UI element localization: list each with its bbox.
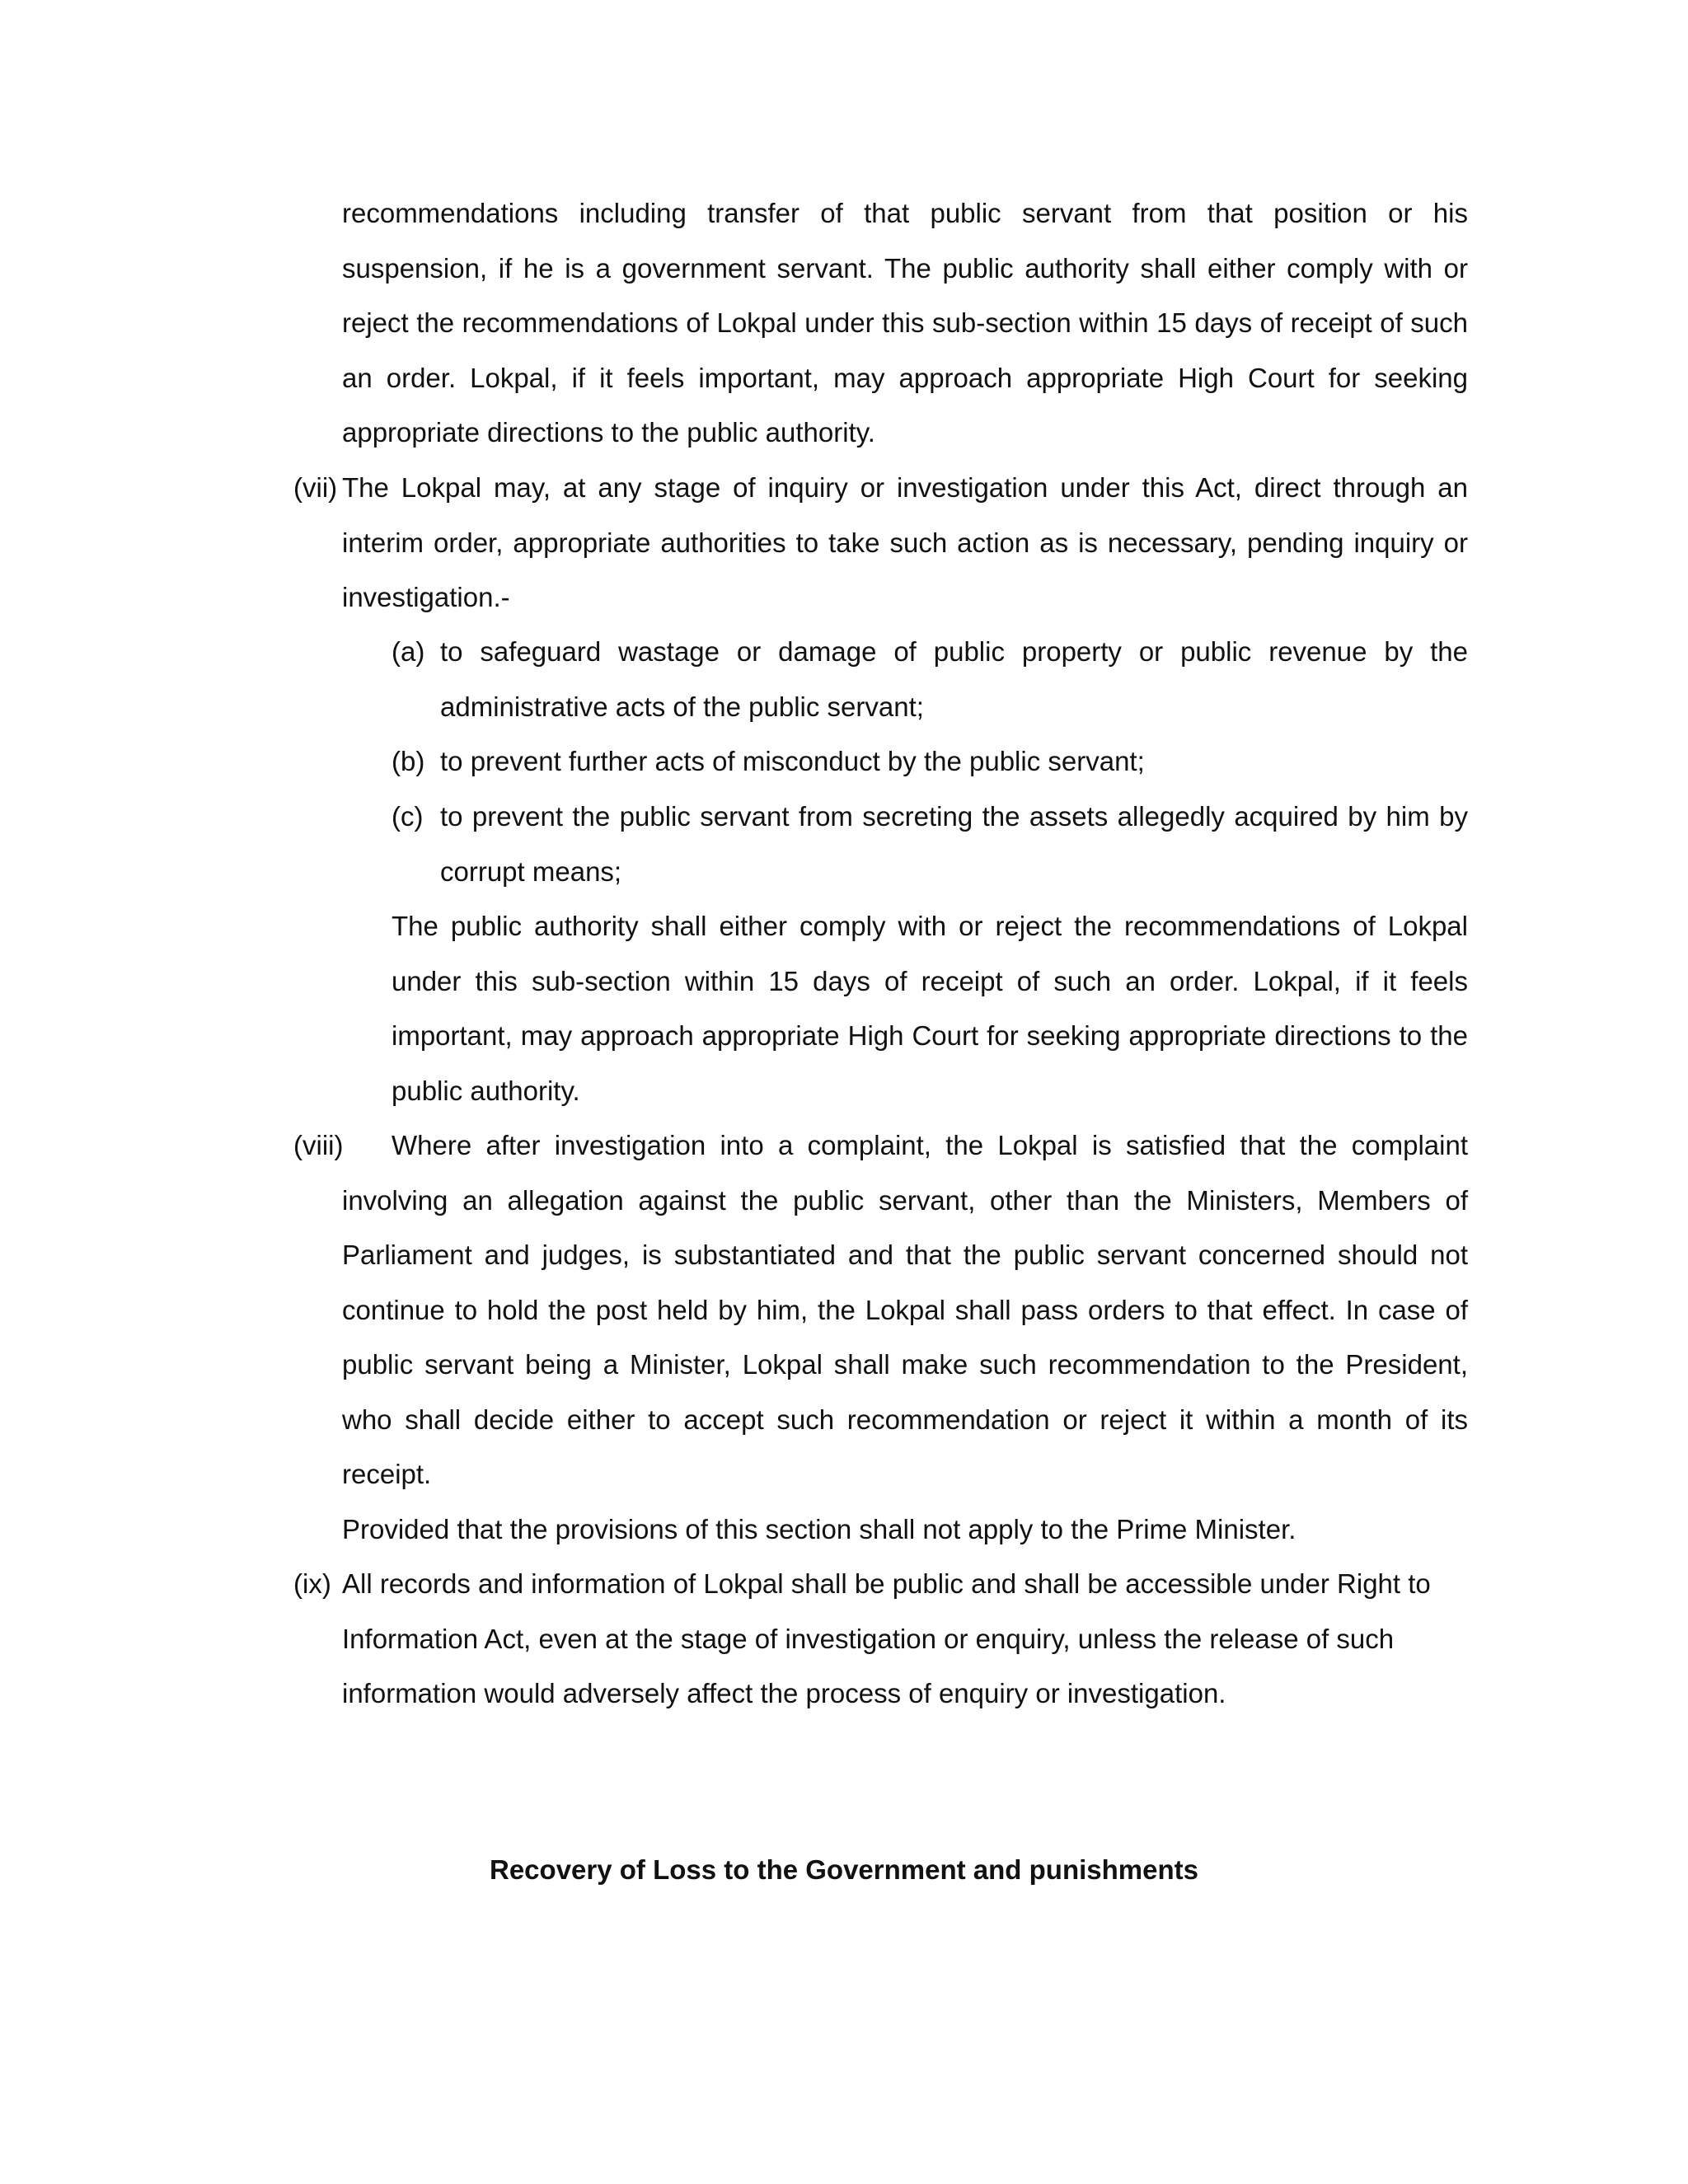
clause-vii-closing: The public authority shall either comply with or reject the recommendations of Lokpal under this sub-section within 15 days of receipt of such an order. Lokpal, if it feels important, may approach appropriate High Court for seeking appropriate directions to the public authority. — [392, 911, 1468, 1106]
clause-viii-proviso: Provided that the provisions of this section shall not apply to the Prime Minister. — [342, 1514, 1296, 1544]
subclause-a-text: to safeguard wastage or damage of public property or public revenue by the administrative acts of the public servant; — [440, 636, 1468, 722]
subclause-b-label: (b) — [392, 746, 425, 776]
clause-vii-text: The Lokpal may, at any stage of inquiry or investigation under this Act, direct through an interim order, appropriate authorities to take such action as is necessary, pending inquiry or investigation.- — [342, 472, 1468, 612]
clause-viii-text: Where after investigation into a complaint, the Lokpal is satisfied that the complaint involving an allegation against the public servant, other than the Ministers, Members of Parliament and judges, is substantiated and that the public servant concerned should not continue to hold the post held by him, the Lokpal shall pass orders to that effect. In case of public servant being a Minister, Lokpal shall make such recommendation to the President, who shall decide either to accept such recommendation or reject it within a month of its receipt. — [342, 1130, 1468, 1489]
clause-ix-number: (ix) — [293, 1568, 331, 1599]
subclause-a-label: (a) — [392, 636, 425, 667]
subclause-c-text: to prevent the public servant from secreting the assets allegedly acquired by him by corrupt means; — [440, 801, 1468, 887]
continuation-paragraph: recommendations including transfer of that public servant from that position or his suspension, if he is a government servant. The public authority shall either comply with or reject the recommendations of Lokpal under this sub-section within 15 days of receipt of such an order. Lokpal, if it feels important, may approach appropriate High Court for seeking appropriate directions to the public authority. — [342, 198, 1468, 448]
clause-viii-number: (viii) — [293, 1130, 344, 1160]
section-heading: Recovery of Loss to the Government and punishments — [490, 1854, 1198, 1885]
subclause-c-label: (c) — [392, 801, 424, 832]
clause-vii-number: (vii) — [293, 472, 338, 503]
clause-ix-text: All records and information of Lokpal shall be public and shall be accessible under Right to Information Act, even at the stage of investigation or enquiry, unless the release of such information would adversely affect the process of enquiry or investigation. — [342, 1568, 1431, 1708]
subclause-b-text: to prevent further acts of misconduct by the public servant; — [440, 746, 1145, 776]
